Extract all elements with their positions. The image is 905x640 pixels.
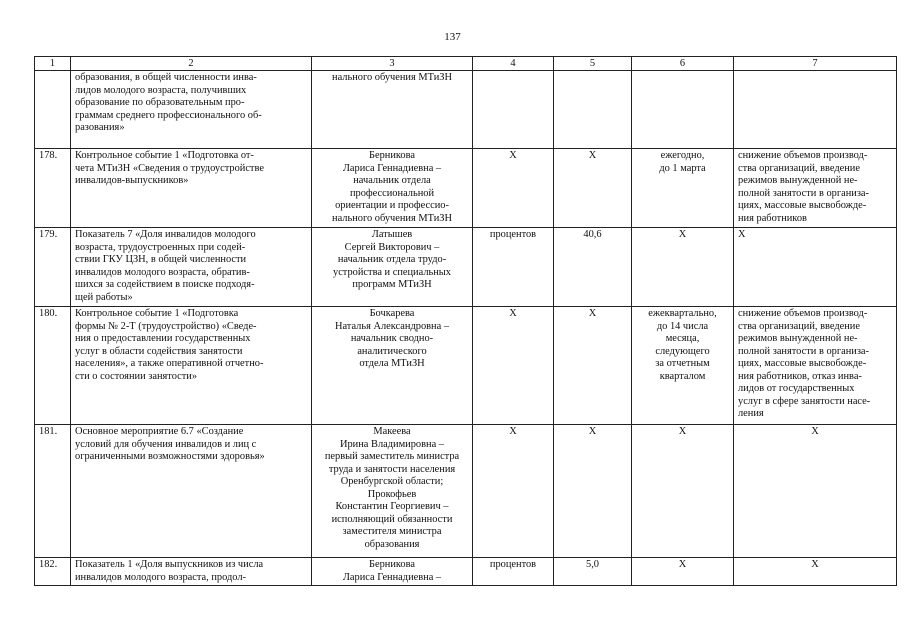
row-responsible: Берникова Лариса Геннадиевна – bbox=[312, 558, 473, 586]
row-unit: Х bbox=[473, 149, 554, 228]
row-value: 5,0 bbox=[554, 558, 632, 586]
row-term: ежегодно, до 1 марта bbox=[632, 149, 734, 228]
header-cell: 6 bbox=[632, 57, 734, 71]
row-term: Х bbox=[632, 425, 734, 558]
row-name: Основное мероприятие 6.7 «Создание условий для обучения инвалидов и лиц с ограниченными возможностями здоровья» bbox=[71, 425, 312, 558]
row-risk: снижение объемов производ- ства организаций, введение режимов вынужденной не- полной занятости в организа- циях, массовые высвобожде- ния работников, отказ инва- лидов от государственных услуг в сфере занятости насе- ления bbox=[734, 307, 897, 425]
row-unit: Х bbox=[473, 307, 554, 425]
row-unit: процентов bbox=[473, 228, 554, 307]
table-row bbox=[35, 71, 897, 149]
table-row bbox=[35, 558, 897, 586]
row-value: 40,6 bbox=[554, 228, 632, 307]
row-name: Показатель 1 «Доля выпускников из числа инвалидов молодого возраста, продол- bbox=[71, 558, 312, 586]
row-name: Показатель 7 «Доля инвалидов молодого возраста, трудоустроенных при содей- ствии ГКУ ЦЗН, в общей численности инвалидов молодого возраста, обратив- шихся за содействием в поиске подходя- щей работы» bbox=[71, 228, 312, 307]
row-name: Контрольное событие 1 «Подготовка от- чета МТиЗН «Сведения о трудоустройстве инвалидов-выпускников» bbox=[71, 149, 312, 228]
row-responsible: Берникова Лариса Геннадиевна – начальник отдела профессиональной ориентации и профессио- нального обучения МТиЗН bbox=[312, 149, 473, 228]
row-number: 181. bbox=[35, 425, 71, 558]
row-value: Х bbox=[554, 307, 632, 425]
row-number: 180. bbox=[35, 307, 71, 425]
row-responsible: нального обучения МТиЗН bbox=[312, 71, 473, 149]
row-name: образования, в общей численности инва- лидов молодого возраста, получивших образование по образовательным про- граммам среднего профессионального об- разования» bbox=[71, 71, 312, 149]
row-risk: Х bbox=[734, 228, 897, 307]
table-row bbox=[35, 228, 897, 307]
row-term: ежеквартально, до 14 числа месяца, следующего за отчетным кварталом bbox=[632, 307, 734, 425]
row-number: 179. bbox=[35, 228, 71, 307]
row-value: Х bbox=[554, 425, 632, 558]
row-number: 178. bbox=[35, 149, 71, 228]
header-cell: 4 bbox=[473, 57, 554, 71]
row-number: 182. bbox=[35, 558, 71, 586]
header-cell: 2 bbox=[71, 57, 312, 71]
row-term bbox=[632, 71, 734, 149]
row-name: Контрольное событие 1 «Подготовка формы № 2-Т (трудоустройство) «Сведе- ния о предоставлении государственных услуг в области содействия занятости населения», а также оперативной отчетно- сти о состоянии занятости» bbox=[71, 307, 312, 425]
row-term: Х bbox=[632, 558, 734, 586]
row-unit bbox=[473, 71, 554, 149]
row-risk: Х bbox=[734, 425, 897, 558]
table-row bbox=[35, 425, 897, 558]
row-responsible: Бочкарева Наталья Александровна – начальник сводно- аналитического отдела МТиЗН bbox=[312, 307, 473, 425]
row-unit: Х bbox=[473, 425, 554, 558]
header-cell: 5 bbox=[554, 57, 632, 71]
header-cell: 1 bbox=[35, 57, 71, 71]
row-value: Х bbox=[554, 149, 632, 228]
row-risk: Х bbox=[734, 558, 897, 586]
row-responsible: Макеева Ирина Владимировна – первый заместитель министра труда и занятости населения Оренбургской области; Прокофьев Константин Георгиевич – исполняющий обязанности заместителя министра образования bbox=[312, 425, 473, 558]
document-table bbox=[34, 56, 897, 586]
row-unit: процентов bbox=[473, 558, 554, 586]
row-value bbox=[554, 71, 632, 149]
row-risk bbox=[734, 71, 897, 149]
table-row bbox=[35, 307, 897, 425]
row-responsible: Латышев Сергей Викторович – начальник отдела трудо- устройства и специальных программ МТиЗН bbox=[312, 228, 473, 307]
table-row bbox=[35, 149, 897, 228]
row-term: Х bbox=[632, 228, 734, 307]
row-number bbox=[35, 71, 71, 149]
header-row bbox=[35, 57, 897, 71]
page-number: 137 bbox=[444, 31, 461, 43]
header-cell: 7 bbox=[734, 57, 897, 71]
header-cell: 3 bbox=[312, 57, 473, 71]
row-risk: снижение объемов производ- ства организаций, введение режимов вынужденной не- полной занятости в организа- циях, массовые высвобожде- ния работников bbox=[734, 149, 897, 228]
